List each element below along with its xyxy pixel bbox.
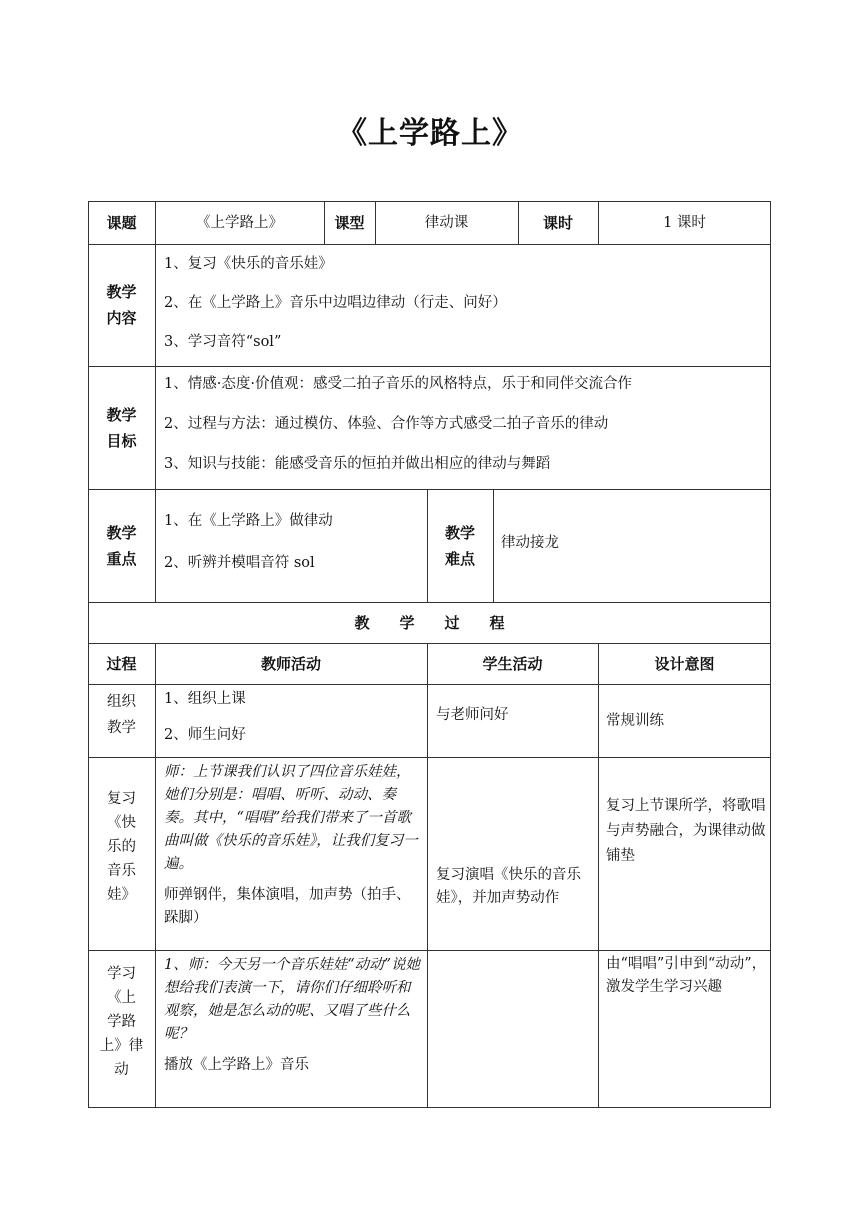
teacher-action: 播放《上学路上》音乐 [164,1057,309,1073]
col-header-student: 学生活动 [482,654,543,673]
type-value: 律动课 [424,214,469,231]
topic-value: 《上学路上》 [196,214,283,231]
student-activity: 复习演唱《快乐的音乐娃》，并加声势动作 [436,867,581,906]
list-item: 2、听辨并模唱音符 sol [164,555,315,571]
list-item: 2、师生问好 [164,727,246,743]
teacher-activity [164,689,419,745]
list-item: 1、组织上课 [164,691,246,707]
list-item: 1、情感·态度·价值观：感受二拍子音乐的风格特点，乐于和同伴交流合作 [164,376,632,392]
list-item: 1、复习《快乐的音乐娃》 [164,256,333,272]
type-label: 课型 [334,213,365,232]
col-header-teacher: 教师活动 [260,654,321,673]
focus-label: 教学 重点 [106,523,137,568]
teacher-script: 师：上节课我们认识了四位音乐娃娃，她们分别是：唱唱、听听、动动、奏奏。其中，“唱唱”给我们带来了一首歌曲叫做《快乐的音乐娃》，让我们复习一遍。 [164,764,418,872]
design-intent: 复习上节课所学，将歌唱与声势融合，为课律动做铺垫 [606,798,766,864]
stage-cell: 复习 《快 乐的 音乐 娃》 [107,791,136,903]
stage-cell: 组织 教学 [107,694,136,736]
content-items [164,254,764,352]
lesson-plan-table [88,201,771,1108]
teacher-script: 1、师：今天另一个音乐娃娃“动动”说她想给我们表演一下，请你们仔细聆听和观察，她是怎么动的呢、又唱了些什么呢？ [164,957,421,1042]
goals-items [164,374,769,474]
list-item: 2、在《上学路上》音乐中边唱边律动（行走、问好） [164,295,507,311]
list-item: 2、过程与方法：通过模仿、体验、合作等方式感受二拍子音乐的律动 [164,416,609,432]
teacher-activity [164,954,422,1077]
page-title: 《上学路上》 [337,116,523,151]
goals-label: 教学 目标 [106,405,137,450]
process-heading: 教 学 过 程 [354,613,505,632]
content-label: 教学 内容 [106,283,137,327]
teacher-action: 师弹钢伴，集体演唱，加声势（拍手、跺脚） [164,887,411,926]
difficulty-label: 教学 难点 [444,523,475,568]
list-item: 3、学习音符“sol” [164,334,282,350]
topic-label: 课题 [106,213,137,232]
student-activity: 与老师问好 [436,707,509,723]
focus-items [164,511,424,573]
list-item: 1、在《上学路上》做律动 [164,513,333,529]
difficulty-value: 律动接龙 [501,535,559,551]
col-header-stage: 过程 [106,654,137,673]
col-header-intent: 设计意图 [654,654,715,673]
list-item: 3、知识与技能：能感受音乐的恒拍并做出相应的律动与舞蹈 [164,456,551,472]
design-intent: 常规训练 [606,713,664,729]
hours-value: 1 课时 [663,214,706,231]
teacher-activity [164,761,422,930]
design-intent: 由“唱唱”引申到“动动”，激发学生学习兴趣 [606,956,767,995]
hours-label: 课时 [542,213,573,232]
stage-cell: 学习 《上 学路 上》律 动 [99,966,144,1078]
